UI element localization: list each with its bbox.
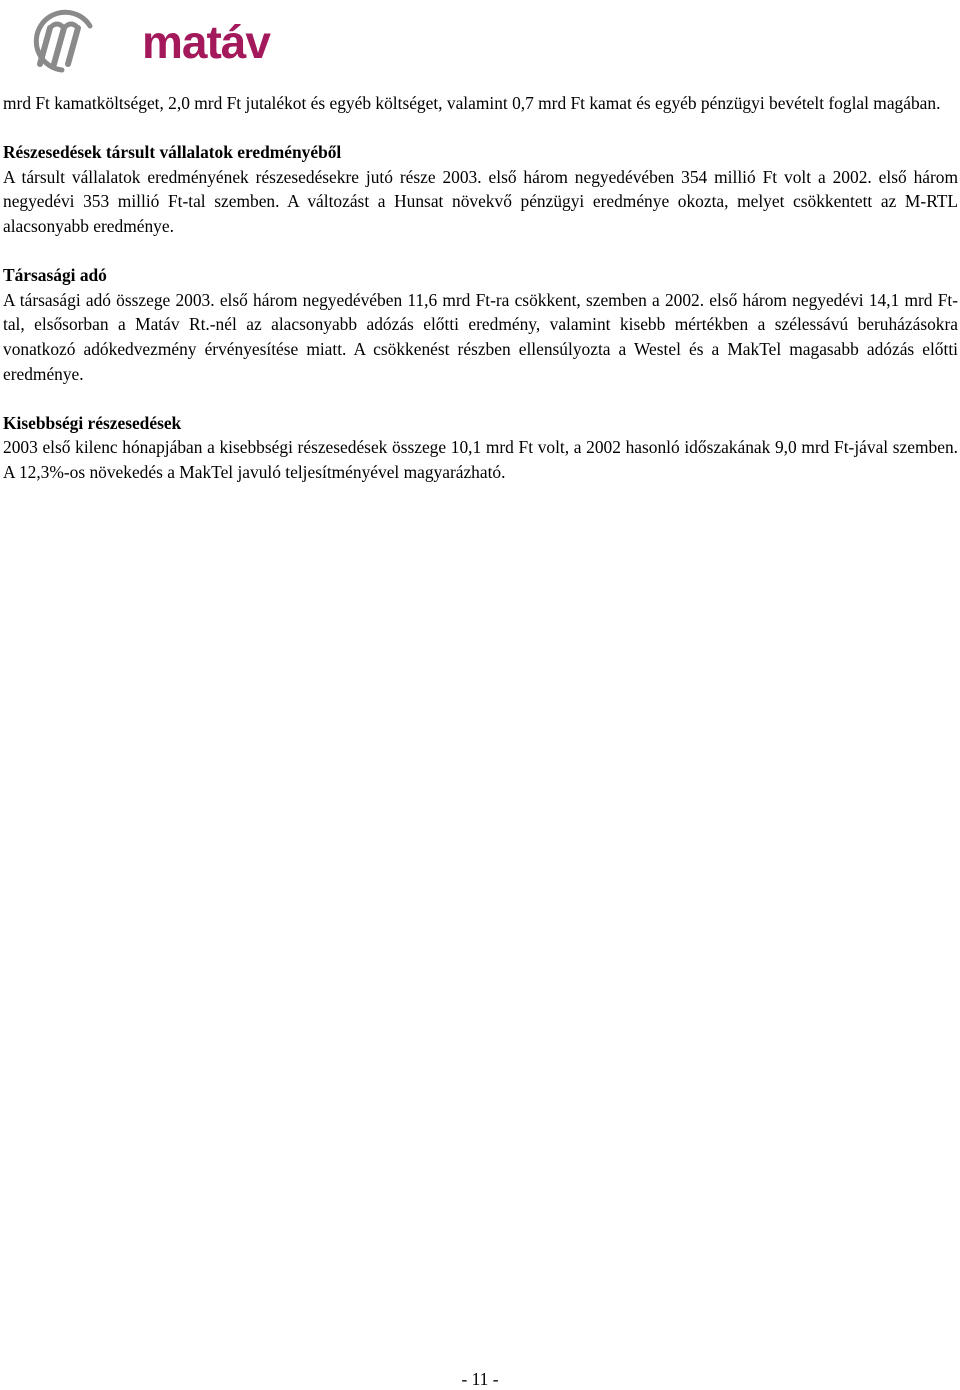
document-body (3, 91, 958, 485)
paragraph-associates: A társult vállalatok eredményének részesedésekre jutó része 2003. első három negyedévében 354 millió Ft volt a 2002. első három negyedévi 353 millió Ft-tal szemben. A változást a Hunsat növekvő pénzügyi eredménye okozta, melyet csökkentett az M-RTL alacsonyabb eredménye. (3, 166, 958, 236)
page-number: - 11 - (461, 1369, 499, 1389)
paragraph-gap (3, 116, 958, 141)
paragraph-gap (3, 239, 958, 264)
section-heading-minority-interests: Kisebbségi részesedések (3, 412, 182, 433)
paragraph-gap (3, 386, 958, 411)
matav-at-emblem-icon (36, 12, 90, 70)
section-minority-interests (3, 411, 958, 485)
section-heading-corporate-tax: Társasági adó (3, 265, 107, 286)
section-associates (3, 140, 958, 238)
section-corporate-tax (3, 263, 958, 386)
matav-logo (12, 6, 302, 78)
paragraph-interest-costs: mrd Ft kamatköltséget, 2,0 mrd Ft jutalékot és egyéb költséget, valamint 0,7 mrd Ft kamat és egyéb pénzügyi bevételt foglal magában. (3, 93, 941, 113)
logo-wordmark: matáv (142, 16, 270, 68)
section-heading-associates: Részesedések társult vállalatok eredményéből (3, 142, 342, 163)
paragraph-minority-interests: 2003 első kilenc hónapjában a kisebbségi részesedések összege 10,1 mrd Ft volt, a 2002 hasonló időszakának 9,0 mrd Ft-jával szemben. A 12,3%-os növekedés a MakTel javuló teljesítményével magyarázható. (3, 437, 958, 482)
paragraph-corporate-tax: A társasági adó összege 2003. első három negyedévében 11,6 mrd Ft-ra csökkent, szemben a 2002. első három negyedévi 14,1 mrd Ft-tal, elsősorban a Matáv Rt.-nél az alacsonyabb adózás előtti eredmény, valamint kisebb mértékben a szélessávú beruházásokra vonatkozó adókedvezmény érvényesítése miatt. A csökkenést részben ellensúlyozta a Westel és a MakTel magasabb adózás előtti eredménye. (3, 289, 958, 384)
